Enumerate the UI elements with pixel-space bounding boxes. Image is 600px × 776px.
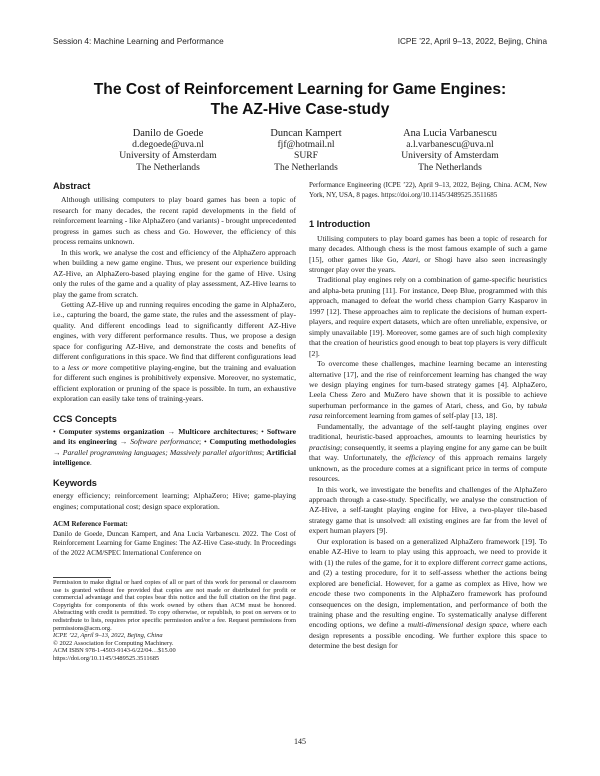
permission-text: Permission to make digital or hard copies of all or part of this work for personal or classroom use is granted without fee provided that copies are not made or distributed for profit or commercial advantage and that copies bear this notice and the full citation on the first page. Copyrights for components of this work owned by others than ACM must be honored. Abstracting with credit is permitted. To copy otherwise, or republish, to post on servers or to redistribute to lists, requires prior specific permission and/or a fee. Request permissions from permissions@acm.org. [53, 579, 296, 632]
paper-title [0, 80, 600, 119]
author-country: The Netherlands [418, 161, 482, 173]
title-line-1: The Cost of Reinforcement Learning for Game Engines: [93, 81, 507, 98]
abstract-paragraph: Although utilising computers to play board games has been a topic of research for many decades, the recent rapid developments in the field of reinforcement learning - like AlphaZero (and variants) - brought unprecedented progress in games such as chess and Go. However, the efficiency of this process remains unknown. [53, 195, 296, 247]
isbn-line: ACM ISBN 978-1-4503-9143-6/22/04…$15.00 [53, 647, 176, 655]
title-line-2: The AZ-Hive Case-study [210, 100, 390, 118]
abstract-paragraph: Getting AZ-Hive up and running requires encoding the game in AlphaZero, i.e., capturing the board, the game state, the rules and the assessment of play-quality. And different encodings lead to significantly different AZ-Hive engines, with very different performance results. Thus, we propose a design space for configuring AZ-Hive, and demonstrate the costs and benefits of different configurations in this space. We find that different configurations lead to a less or more competitive playing-engine, but the training and evaluation for different such engines is prohibitively expensive. Moreover, no systematic, efficient exploration or pruning of the space is possible. In turn, an exhaustive exploration can easily take tens of training-years. [53, 299, 296, 404]
ccs-concepts: • Computer systems organization → Multicore architectures; • Software and its engineering → Software performance; • Computing methodologies → Parallel programming languages; Massively parallel algorithms; Artificial intelligence. [53, 426, 296, 468]
permission-block [53, 579, 296, 663]
abstract-paragraph: In this work, we analyse the cost and efficiency of the AlphaZero approach when building a new game engine. Thus, we present our experience building AZ-Hive, an AlphaZero-based playing engine for the game of Hive. Using only the rules of the game and a quality of play assessment, AZ-Hive learns to play the game from scratch. [53, 247, 296, 299]
footnote-rule [53, 577, 111, 578]
author-name: Ana Lucia Varbanescu [403, 128, 497, 139]
keywords-heading: Keywords [53, 477, 97, 488]
author-country: The Netherlands [274, 161, 338, 173]
copyright-line: © 2022 Association for Computing Machinery. [53, 639, 174, 647]
keywords-text: energy efficiency; reinforcement learning; AlphaZero; Hive; game-playing engines; computational cost; design space exploration. [53, 491, 296, 511]
right-column [309, 181, 547, 652]
author-name: Duncan Kampert [270, 128, 342, 139]
author-email: a.l.varbanescu@uva.nl [406, 139, 494, 151]
reference-continued: Performance Engineering (ICPE ’22), April 9–13, 2022, Bejing, China. ACM, New York, NY, USA, 8 pages. https://doi.org/10.1145/3489525.3511685 [309, 181, 547, 199]
page-number: 145 [294, 737, 306, 746]
running-header-right: ICPE ’22, April 9–13, 2022, Bejing, China [397, 37, 547, 46]
author-affiliation: University of Amsterdam [119, 150, 217, 162]
intro-paragraph: Our exploration is based on a generalized AlphaZero framework [19]. To enable AZ-Hive to learn to play using this approach, we need to provide it with (1) the rules of the game, for it to explore different correct game actions, and (2) a testing procedure, for it to self-assess whether the actions being explored are beneficial. However, for a game as complex as Hive, how we encode these two components in the AlphaZero framework has profound consequences on the design, implementation, and performance of both the training phase and the resulting engine. To systematically analyse different encoding options, we define a multi-dimensional design space, where each design represents a possible encoding. We further explore this space to determine the best design for [309, 536, 548, 651]
author-email: fjf@hotmail.nl [277, 139, 335, 151]
left-column [53, 181, 296, 559]
intro-paragraph: In this work, we investigate the benefits and challenges of the AlphaZero approach through a case-study. Specifically, we analyse the construction of AZ-Hive, a self-taught playing engine for Hive, a two-player tile-based strategy game that is unsolved: all existing engines are far from the level of expert human players [9]. [309, 484, 547, 536]
intro-paragraph: Traditional play engines rely on a combination of game-specific heuristics and alpha-beta pruning [11]. For instance, Deep Blue, programmed with this approach, managed to defeat the world chess champion Garry Kasparov in 1997 [12]. These approaches aim to replicate the decisions of human expert-players, and require expert datasets, which are often unreliable, expensive, or simply unavailable [19]. Moreover, some games are of such high complexity that the creation of heuristics good enough to beat top players is very difficult [2]. [309, 275, 547, 358]
author-email: d.degoede@uva.nl [132, 139, 204, 151]
conference-line: ICPE ’22, April 9–13, 2022, Bejing, China [53, 632, 163, 640]
running-header-left: Session 4: Machine Learning and Performance [53, 37, 224, 46]
intro-paragraph: To overcome these challenges, machine learning became an interesting alternative [17], and the rise of reinforcement learning has changed the way we design playing engines for turn-based strategy games [4]. AlphaZero, Leela Chess Zero and MuZero have shown that it is possible to achieve superhuman performance in the games of Atari, chess, and Go, by tabula rasa reinforcement learning from games of self-play [13, 18]. [309, 359, 547, 421]
author-block [360, 128, 540, 173]
introduction-heading: 1 Introduction [309, 219, 371, 230]
author-name: Danilo de Goede [132, 128, 204, 139]
author-country: The Netherlands [136, 161, 200, 173]
author-affiliation: University of Amsterdam [401, 150, 499, 162]
author-affiliation: SURF [294, 150, 318, 162]
intro-paragraph: Fundamentally, the advantage of the self-taught playing engines over traditional, heuristic-based approaches, amounts to learning heuristics by practising; consequently, it seems a playing engine for any game can be built that way. Unfortunately, the efficiency of this approach remains largely unknown, as the procedure comes at a significant price in terms of compute resources. [309, 421, 547, 484]
doi-link[interactable]: https://doi.org/10.1145/3489525.3511685 [53, 654, 160, 662]
intro-paragraph: Utilising computers to play board games has been a topic of research for many decades. Although chess is the most famous example of such a game [15], other games like Go, Atari, or Shogi have also seen increasingly stronger play over the years. [309, 233, 547, 274]
acm-reference: ACM Reference Format: Danilo de Goede, Duncan Kampert, and Ana Lucia Varbanescu. 2022. The Cost of Reinforcement Learning for Game Engines: The AZ-Hive Case-study. In Proceedings of the 2022 ACM/SPEC International Conference on [53, 520, 296, 557]
abstract-heading: Abstract [53, 181, 91, 191]
ccs-heading: CCS Concepts [53, 413, 117, 424]
